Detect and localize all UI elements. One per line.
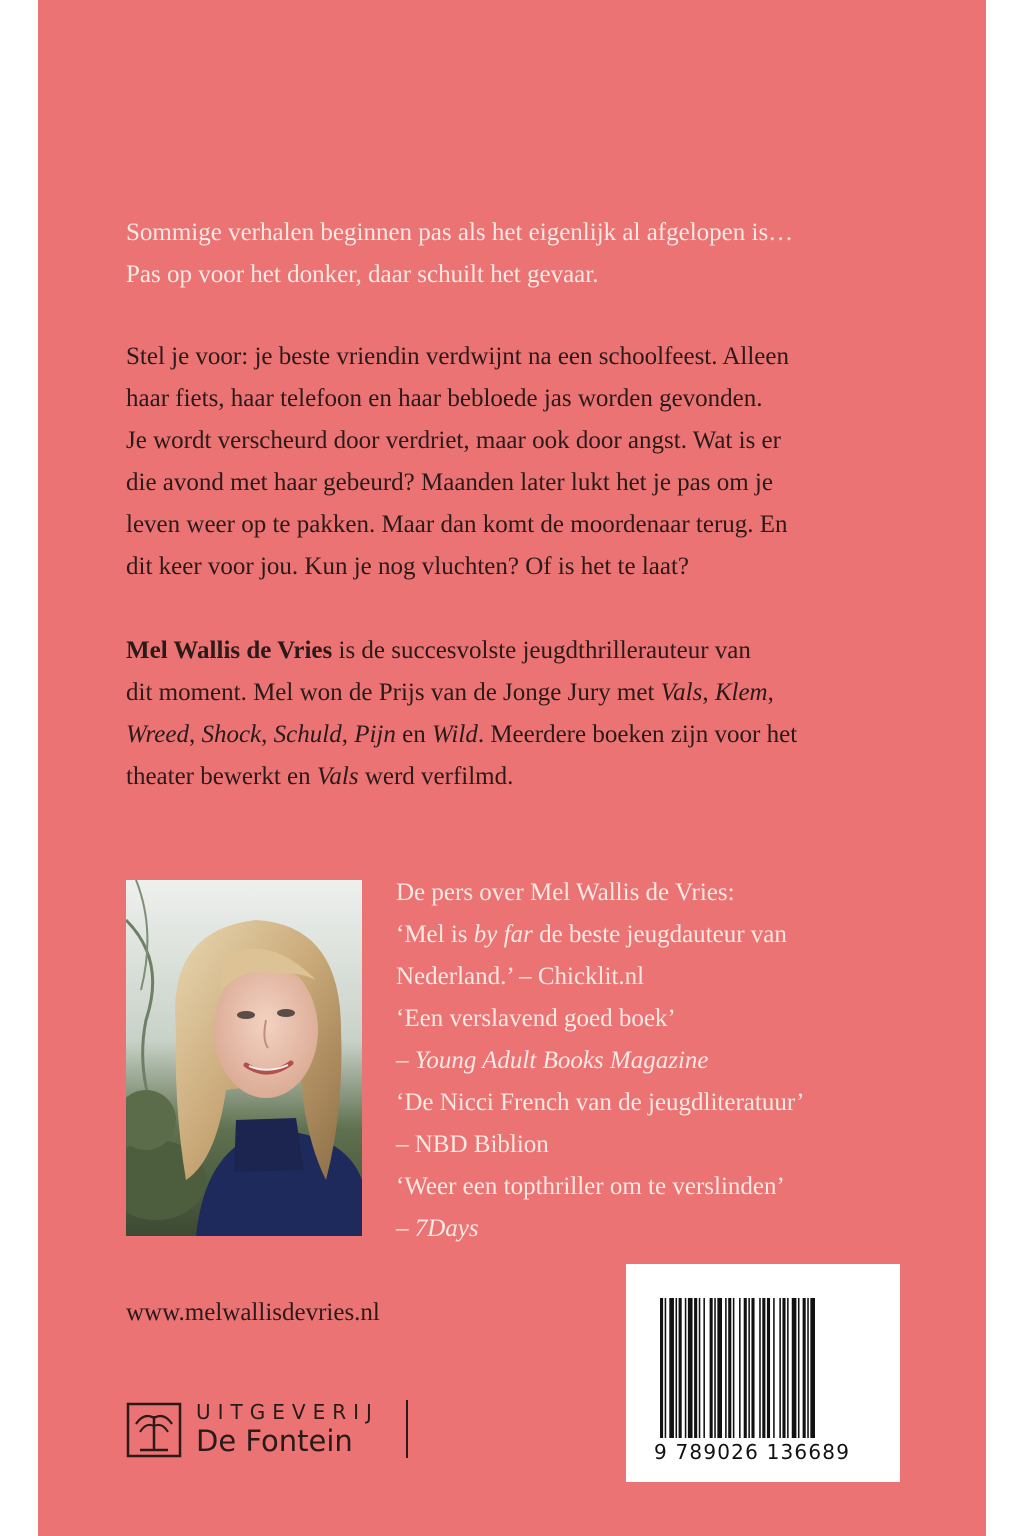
bio-text: , bbox=[188, 721, 202, 748]
bio-text: , bbox=[767, 679, 774, 706]
bio-line bbox=[126, 756, 906, 798]
book-title: Vals bbox=[660, 679, 703, 706]
press-heading: De pers over Mel Wallis de Vries: bbox=[396, 879, 735, 906]
barcode-bar bbox=[660, 1298, 663, 1438]
barcode-bar bbox=[759, 1298, 761, 1438]
bio-text: , bbox=[261, 721, 274, 748]
bio-line bbox=[126, 672, 906, 714]
tagline-line: Sommige verhalen beginnen pas als het eigenlijk al afgelopen is… bbox=[126, 219, 794, 246]
barcode-bar bbox=[685, 1298, 687, 1438]
barcode-bar bbox=[807, 1298, 809, 1438]
barcode-bar bbox=[710, 1298, 713, 1438]
barcode-bar bbox=[798, 1298, 800, 1438]
bio-text: , bbox=[702, 679, 715, 706]
quote-text: ‘Mel is bbox=[396, 921, 474, 948]
press-quote-source bbox=[396, 1208, 916, 1250]
bio-text: is de succesvolste jeugdthrillerauteur van bbox=[332, 637, 751, 664]
barcode-bars bbox=[660, 1298, 866, 1438]
barcode-bar bbox=[739, 1298, 741, 1438]
publisher-divider bbox=[406, 1400, 408, 1458]
barcode-bar bbox=[767, 1298, 770, 1438]
barcode-bar bbox=[782, 1298, 785, 1438]
tagline-line: Pas op voor het donker, daar schuilt het gevaar. bbox=[126, 261, 599, 288]
author-name: Mel Wallis de Vries bbox=[126, 637, 333, 664]
barcode-bar bbox=[744, 1298, 747, 1438]
press-quotes bbox=[396, 872, 916, 1250]
barcode-bar bbox=[703, 1298, 705, 1438]
press-quote-source bbox=[396, 1040, 916, 1082]
press-quote bbox=[396, 914, 916, 956]
synopsis bbox=[126, 336, 906, 588]
book-title: Schuld bbox=[273, 721, 342, 748]
barcode-bar bbox=[773, 1298, 775, 1438]
bio-text: werd verfilmd. bbox=[358, 763, 514, 790]
bio-text: en bbox=[395, 721, 432, 748]
barcode-bar bbox=[725, 1298, 727, 1438]
barcode-bar bbox=[728, 1298, 731, 1438]
barcode-bar bbox=[779, 1298, 781, 1438]
synopsis-line: die avond met haar gebeurd? Maanden later lukt het je pas om je bbox=[126, 469, 773, 496]
barcode-bar bbox=[688, 1298, 693, 1438]
synopsis-line: leven weer op te pakken. Maar dan komt de moordenaar terug. En bbox=[126, 511, 788, 538]
barcode-bar bbox=[714, 1298, 716, 1438]
book-title: Vals bbox=[316, 763, 359, 790]
bio-text: , bbox=[341, 721, 355, 748]
quote-text: de beste jeugdauteur van bbox=[532, 921, 787, 948]
synopsis-line: Je wordt verscheurd door verdriet, maar ook door angst. Wat is er bbox=[126, 427, 781, 454]
barcode-bar bbox=[669, 1298, 674, 1438]
quote-emphasis: by far bbox=[473, 921, 533, 948]
synopsis-line: Stel je voor: je beste vriendin verdwijnt na een schoolfeest. Alleen bbox=[126, 343, 790, 370]
press-quote: ‘Een verslavend goed boek’ bbox=[396, 1005, 676, 1032]
press-quote-source: Nederland.’ – Chicklit.nl bbox=[396, 963, 645, 990]
barcode-bar bbox=[733, 1298, 735, 1438]
bio-text: dit moment. Mel won de Prijs van de Jonge Jury met bbox=[126, 679, 661, 706]
author-bio bbox=[126, 630, 906, 798]
publisher-logo bbox=[126, 1398, 416, 1462]
quote-source-title: Young Adult Books Magazine bbox=[414, 1047, 709, 1074]
author-photo bbox=[126, 880, 362, 1236]
publisher-label: UITGEVERIJ bbox=[196, 1400, 379, 1424]
barcode-bar bbox=[717, 1298, 722, 1438]
barcode-bar bbox=[665, 1298, 667, 1438]
bio-line bbox=[126, 714, 906, 756]
book-title: Pijn bbox=[354, 721, 396, 748]
book-title: Wild bbox=[431, 721, 478, 748]
quote-dash: – bbox=[396, 1215, 415, 1242]
bio-line bbox=[126, 630, 906, 672]
synopsis-line: haar fiets, haar telefoon en haar bebloede jas worden gevonden. bbox=[126, 385, 763, 412]
book-title: Klem bbox=[714, 679, 768, 706]
bio-text: . Meerdere boeken zijn voor het bbox=[477, 721, 798, 748]
author-website[interactable]: www.melwallisdevries.nl bbox=[126, 1299, 380, 1326]
barcode-bar bbox=[803, 1298, 806, 1438]
barcode-bar bbox=[748, 1298, 750, 1438]
tagline bbox=[126, 212, 926, 296]
synopsis-line: dit keer voor jou. Kun je nog vluchten? Of is het te laat? bbox=[126, 553, 690, 580]
barcode-bar bbox=[751, 1298, 754, 1438]
barcode-bar bbox=[792, 1298, 797, 1438]
barcode-bar bbox=[679, 1298, 682, 1438]
barcode bbox=[626, 1264, 900, 1482]
book-title: Shock bbox=[201, 721, 262, 748]
barcode-bar bbox=[694, 1298, 697, 1438]
press-quote-source: – NBD Biblion bbox=[396, 1131, 549, 1158]
barcode-bar bbox=[676, 1298, 678, 1438]
barcode-bar bbox=[787, 1298, 789, 1438]
barcode-bar bbox=[810, 1298, 815, 1438]
quote-dash: – bbox=[396, 1047, 415, 1074]
bio-text: theater bewerkt en bbox=[126, 763, 317, 790]
press-quote: ‘De Nicci French van de jeugdliteratuur’ bbox=[396, 1089, 805, 1116]
publisher-name: De Fontein bbox=[196, 1424, 353, 1458]
isbn-number: 9 789026 136689 bbox=[654, 1440, 851, 1464]
author-portrait-image bbox=[126, 880, 362, 1236]
fountain-icon bbox=[126, 1402, 182, 1458]
quote-source-title: 7Days bbox=[414, 1215, 479, 1242]
barcode-bar bbox=[762, 1298, 765, 1438]
press-quote: ‘Weer een topthriller om te verslinden’ bbox=[396, 1173, 785, 1200]
book-title: Wreed bbox=[126, 721, 189, 748]
barcode-bar bbox=[699, 1298, 701, 1438]
